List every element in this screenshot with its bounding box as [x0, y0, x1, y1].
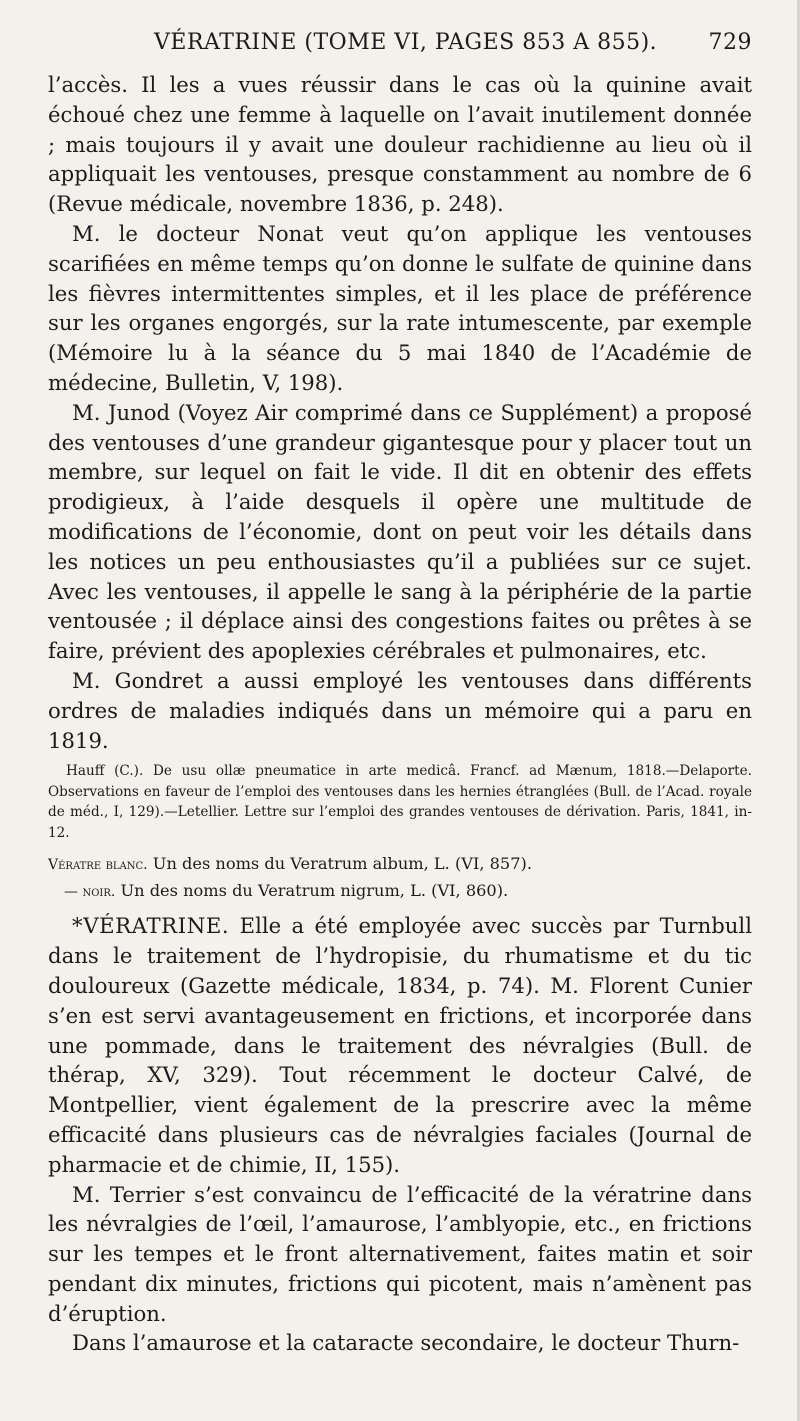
paragraph-gondret: M. Gondret a aussi employé les ventouses dans différents ordres de maladies indiqués dans un mémoire qui a paru en 1819.	[48, 667, 752, 753]
definition-head: Vératre blanc.	[48, 857, 148, 874]
paragraph-thurn: Dans l’amaurose et la cataracte secondaire, le docteur Thurn-	[72, 1330, 740, 1356]
entry-text: Elle a été employée avec succès par Turnbull dans le traitement de l’hydropisie, du rhumatisme et du tic douloureux (Gazette médicale, 1834, p. 74). M. Florent Cunier s’en est servi avantageusement en frictions, et incorporée dans une pommade, dans le traitement des névralgies (Bull. de thérap, XV, 329). Tout récemment le docteur Calvé, de Montpellier, vient également de la prescrire avec la même efficacité dans plusieurs cas de névralgies faciales (Journal de pharmacie et de chimie, II, 155).	[48, 913, 752, 1177]
bibliography: Hauff (C.). De usu ollæ pneumatice in arte medicâ. Francf. ad Mænum, 1818.—Delaporte. Observations en faveur de l’emploi des ventouses dans les hernies étranglées (Bull. de l’Acad. royale de méd., I, 129).—Letellier. Lettre sur l’emploi des grandes ventouses de dérivation. Paris, 1841, in-12.	[48, 763, 752, 841]
paragraph-terrier: M. Terrier s’est convaincu de l’efficacité de la vératrine dans les névralgies de l’œil, l’amaurose, l’amblyopie, etc., en frictions sur les tempes et le front alternativement, faites matin et soir pendant dix minutes, frictions qui picotent, mais n’amènent pas d’éruption.	[48, 1181, 752, 1326]
body-text	[48, 70, 752, 755]
definitions	[48, 851, 752, 905]
definition-veratre-blanc	[48, 851, 752, 878]
body-text-veratrine	[48, 911, 752, 1358]
definition-veratre-noir	[48, 878, 752, 905]
paragraph-junod: M. Junod (Voyez Air comprimé dans ce Supplément) a proposé des ventouses d’une grandeur gigantesque pour y placer tout un membre, sur lequel on fait le vide. Il dit en obtenir des effets prodigieux, à l’aide desquels il opère une multitude de modifications de l’économie, dont on peut voir les détails dans les notices un peu enthousiastes qu’il a publiées sur ce sujet. Avec les ventouses, il appelle le sang à la périphérie de la partie ventousée ; il déplace ainsi des congestions faites ou prêtes à se faire, prévient des apoplexies cérébrales et pulmonaires, etc.	[48, 399, 752, 664]
paragraph-veratrine	[48, 911, 752, 1179]
paragraph-continuation: l’accès. Il les a vues réussir dans le cas où la quinine avait échoué chez une femme à laquelle on l’avait inutilement donnée ; mais toujours il y avait une douleur rachidienne au lieu où il appliquait les ventouses, presque constamment au nombre de 6 (Revue médicale, novembre 1836, p. 248).	[48, 72, 752, 217]
entry-heading: *VÉRATRINE.	[72, 913, 230, 939]
running-header	[48, 30, 752, 70]
page-number: 729	[708, 30, 752, 55]
paragraph-nonat: M. le docteur Nonat veut qu’on applique les ventouses scarifiées en même temps qu’on donne le sulfate de quinine dans les fièvres intermittentes simples, et il les place de préférence sur les organes engorgés, sur la rate intumescente, par exemple (Mémoire lu à la séance du 5 mai 1840 de l’Académie de médecine, Bulletin, V, 198).	[48, 220, 752, 395]
definition-text: Un des noms du Veratrum nigrum, L. (VI, 860).	[120, 881, 509, 901]
definition-text: Un des noms du Veratrum album, L. (VI, 857).	[152, 854, 532, 874]
definition-head: — noir.	[64, 884, 116, 901]
header-title: VÉRATRINE (TOME VI, PAGES 853 A 855).	[154, 30, 658, 55]
